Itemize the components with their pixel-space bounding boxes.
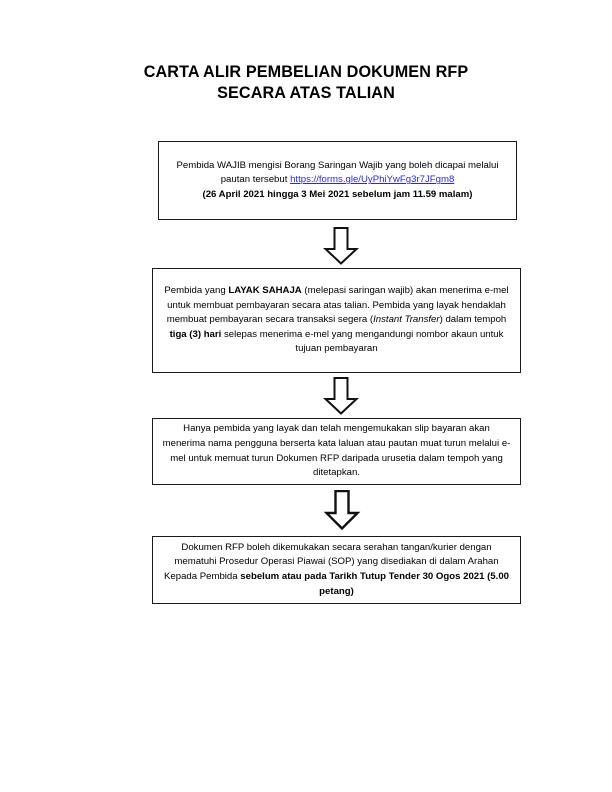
flow-box-2-content [153,284,520,357]
flow-box-1-content [159,159,516,203]
flow-box-4-text-1: Dokumen RFP boleh dikemukakan secara serahan tangan/kurier dengan mematuhi Prosedur Operasi Piawai (SOP) yang disediakan di dalam Arahan Kepada Pembida [164,541,499,582]
flow-box-2-emphasis-three-days: tiga (3) hari [169,328,222,340]
flow-box-3 [152,418,521,485]
flow-box-2 [152,268,521,373]
flow-box-2-emphasis-eligible: LAYAK SAHAJA [228,285,302,297]
page-title [60,62,552,104]
arrow-down-icon-3 [322,490,362,530]
flow-box-2-text-1: Pembida yang [164,285,229,297]
arrow-down-icon-2 [321,377,361,415]
forms-link[interactable]: https://forms.gle/UyPhiYwFg3r7JFgm8 [290,174,455,186]
flow-box-2-text-2: (melepasi saringan wajib) akan menerima e-mel untuk membuat pembayaran secara atas talian. Pembida yang layak hendaklah membuat pembayaran secara transaksi segera ( [166,285,509,326]
flow-box-2-emphasis-instant-transfer: Instant Transfer [373,314,440,326]
flow-box-2-text-3: ) dalam tempoh [439,314,507,326]
page-title-line-2: SECARA ATAS TALIAN [217,84,395,102]
flow-box-1-text: Pembida WAJIB mengisi Borang Saringan Wajib yang boleh dicapai melalui pautan tersebut [176,159,499,186]
flow-box-4 [152,536,521,604]
arrow-down-icon-1 [321,227,361,265]
page-title-line-1: CARTA ALIR PEMBELIAN DOKUMEN RFP [143,63,469,81]
flow-box-4-emphasis-deadline: sebelum atau pada Tarikh Tutup Tender 30 Ogos 2021 (5.00 petang) [240,571,509,597]
flow-box-1 [158,141,517,220]
flow-box-4-content [153,541,520,599]
flow-box-2-text-4: selepas menerima e-mel yang mengandungi nombor akaun untuk tujuan pembayaran [221,328,504,355]
flow-box-1-date-range: (26 April 2021 hingga 3 Mei 2021 sebelum jam 11.59 malam) [202,188,473,200]
flow-box-3-content: Hanya pembida yang layak dan telah mengemukakan slip bayaran akan menerima nama pengguna berserta kata laluan atau pautan muat turun melalui e-mel untuk memuat turun Dokumen RFP daripada urusetia dalam tempoh yang ditetapkan. [162,423,511,479]
